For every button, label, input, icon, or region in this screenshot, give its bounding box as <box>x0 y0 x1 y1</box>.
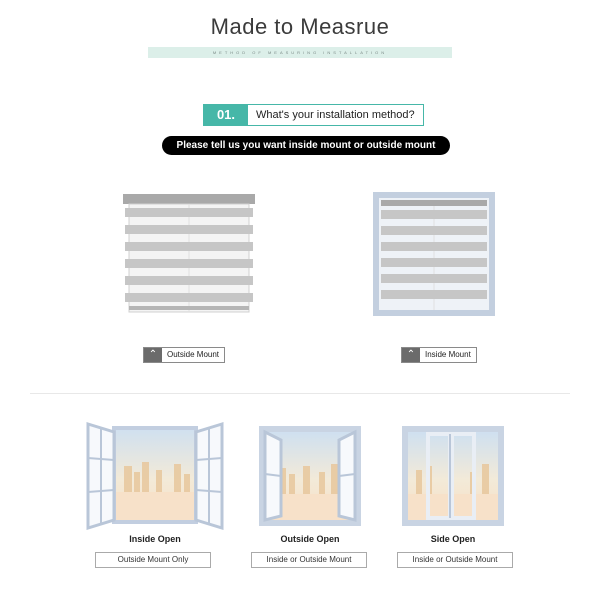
outside-mount-label[interactable] <box>143 347 225 363</box>
step-question: What's your installation method? <box>248 105 423 125</box>
inside-open-window-image <box>86 422 224 530</box>
outside-mount-blind-image <box>123 194 255 316</box>
side-open-caption: Side Open <box>430 534 476 544</box>
outside-open-window-image <box>257 424 363 528</box>
inside-mount-text: Inside Mount <box>425 350 471 359</box>
chevron-up-icon: ⌃ <box>402 348 420 362</box>
page-title: Made to Measrue <box>210 14 390 39</box>
inside-open-caption: Inside Open <box>129 534 181 544</box>
step-header <box>203 104 424 126</box>
inside-open-mount-option: Outside Mount Only <box>95 552 211 568</box>
instruction-banner: Please tell us you want inside mount or outside mount <box>162 136 450 155</box>
step-number: 01. <box>204 105 248 125</box>
chevron-up-icon: ⌃ <box>144 348 162 362</box>
inside-mount-blind-image <box>373 192 495 316</box>
page-subtitle: METHOD OF MEASURING INSTALLATION <box>148 47 452 58</box>
side-open-mount-option: Inside or Outside Mount <box>397 552 513 568</box>
outside-open-mount-option: Inside or Outside Mount <box>251 552 367 568</box>
section-divider <box>30 393 570 394</box>
outside-open-caption: Outside Open <box>280 534 340 544</box>
outside-mount-text: Outside Mount <box>167 350 220 359</box>
inside-mount-label[interactable] <box>401 347 477 363</box>
side-open-window-image <box>400 424 506 528</box>
